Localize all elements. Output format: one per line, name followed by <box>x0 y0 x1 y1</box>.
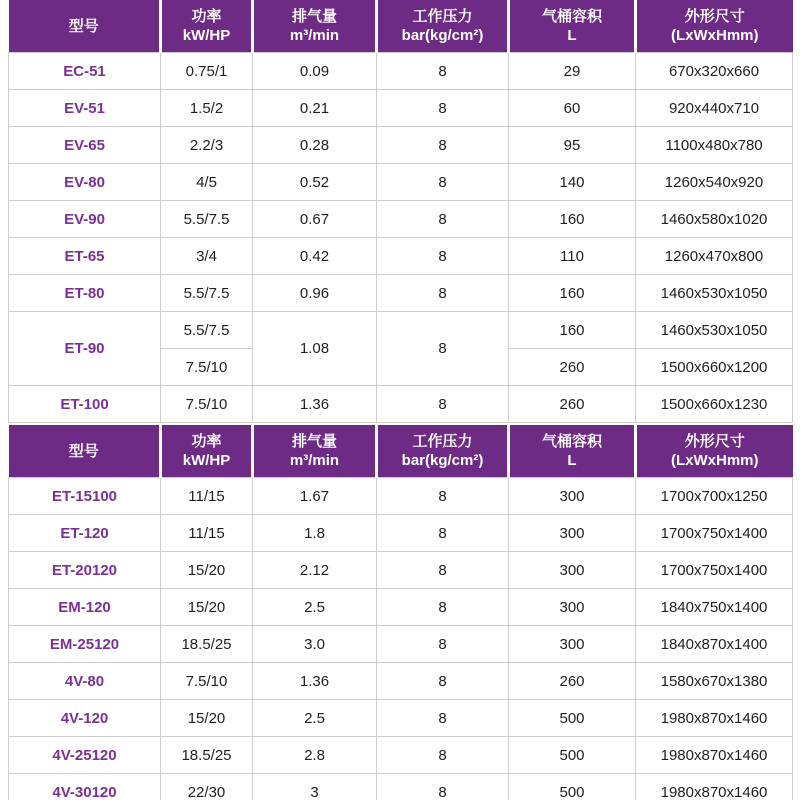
cell-dimensions: 1460x530x1050 <box>636 275 793 312</box>
spec-table-section-1 <box>8 0 793 423</box>
cell-dimensions: 1980x870x1460 <box>636 774 793 800</box>
cell-pressure: 8 <box>377 700 509 737</box>
cell-pressure: 8 <box>377 626 509 663</box>
header-cell-model <box>9 425 161 478</box>
cell-dimensions: 1840x750x1400 <box>636 589 793 626</box>
table-row <box>9 127 793 164</box>
header-unit: bar(kg/cm²) <box>401 452 484 469</box>
cell-power: 5.5/7.5 <box>161 312 253 349</box>
cell-model: EM-120 <box>9 589 161 626</box>
cell-dimensions: 670x320x660 <box>636 53 793 90</box>
header-cell-pressure <box>377 425 509 478</box>
header-unit: kW/HP <box>182 452 231 469</box>
header-title: 功率 <box>191 8 222 25</box>
cell-model: ET-80 <box>9 275 161 312</box>
header-title: 气桶容积 <box>541 8 602 25</box>
cell-pressure: 8 <box>377 386 509 423</box>
table-row <box>9 53 793 90</box>
cell-tank: 300 <box>509 478 636 515</box>
cell-dimensions: 1840x870x1400 <box>636 626 793 663</box>
cell-displacement: 0.52 <box>253 164 377 201</box>
cell-model: ET-65 <box>9 238 161 275</box>
cell-model: EV-51 <box>9 90 161 127</box>
cell-pressure: 8 <box>377 53 509 90</box>
cell-dimensions: 920x440x710 <box>636 90 793 127</box>
header-cell-tank <box>509 425 636 478</box>
cell-power: 5.5/7.5 <box>161 201 253 238</box>
cell-model: ET-120 <box>9 515 161 552</box>
cell-power: 5.5/7.5 <box>161 275 253 312</box>
cell-power: 7.5/10 <box>161 386 253 423</box>
cell-power: 15/20 <box>161 552 253 589</box>
cell-power: 15/20 <box>161 589 253 626</box>
table-row <box>9 700 793 737</box>
cell-displacement: 0.21 <box>253 90 377 127</box>
header-unit: kW/HP <box>182 27 231 44</box>
table-header-row <box>9 0 793 53</box>
header-unit: m³/min <box>289 27 340 44</box>
cell-dimensions: 1260x540x920 <box>636 164 793 201</box>
cell-model: 4V-25120 <box>9 737 161 774</box>
cell-tank: 29 <box>509 53 636 90</box>
header-cell-power <box>161 0 253 53</box>
cell-power: 1.5/2 <box>161 90 253 127</box>
cell-displacement: 2.8 <box>253 737 377 774</box>
cell-pressure: 8 <box>377 589 509 626</box>
table-row <box>9 589 793 626</box>
cell-tank: 60 <box>509 90 636 127</box>
header-cell-dimensions <box>636 0 793 53</box>
cell-power: 11/15 <box>161 515 253 552</box>
cell-tank: 500 <box>509 700 636 737</box>
cell-displacement: 0.09 <box>253 53 377 90</box>
header-cell-displacement <box>253 0 377 53</box>
table-row <box>9 201 793 238</box>
cell-model: ET-15100 <box>9 478 161 515</box>
cell-model: ET-100 <box>9 386 161 423</box>
cell-displacement: 1.36 <box>253 663 377 700</box>
cell-model: EV-65 <box>9 127 161 164</box>
cell-tank: 110 <box>509 238 636 275</box>
table-row <box>9 478 793 515</box>
table-row <box>9 238 793 275</box>
cell-model: EV-80 <box>9 164 161 201</box>
cell-model: 4V-120 <box>9 700 161 737</box>
cell-model: EC-51 <box>9 53 161 90</box>
header-cell-model <box>9 0 161 53</box>
header-title: 排气量 <box>291 8 337 25</box>
table-row-merged-top <box>9 312 793 349</box>
cell-dimensions: 1580x670x1380 <box>636 663 793 700</box>
header-unit: (LxWxHmm) <box>670 452 759 469</box>
header-cell-pressure <box>377 0 509 53</box>
header-title: 外形尺寸 <box>684 433 745 450</box>
cell-power: 7.5/10 <box>161 663 253 700</box>
cell-dimensions: 1980x870x1460 <box>636 737 793 774</box>
cell-displacement: 2.12 <box>253 552 377 589</box>
cell-tank: 260 <box>509 349 636 386</box>
table-row <box>9 663 793 700</box>
cell-power: 3/4 <box>161 238 253 275</box>
cell-dimensions: 1500x660x1230 <box>636 386 793 423</box>
cell-displacement: 0.28 <box>253 127 377 164</box>
table-header-row <box>9 425 793 478</box>
cell-power: 2.2/3 <box>161 127 253 164</box>
cell-pressure: 8 <box>377 312 509 386</box>
cell-model: 4V-30120 <box>9 774 161 800</box>
cell-model: ET-20120 <box>9 552 161 589</box>
cell-power: 7.5/10 <box>161 349 253 386</box>
cell-displacement: 0.96 <box>253 275 377 312</box>
cell-pressure: 8 <box>377 90 509 127</box>
header-title: 型号 <box>68 442 99 460</box>
cell-dimensions: 1260x470x800 <box>636 238 793 275</box>
cell-displacement: 3.0 <box>253 626 377 663</box>
cell-dimensions: 1460x530x1050 <box>636 312 793 349</box>
cell-tank: 300 <box>509 552 636 589</box>
cell-pressure: 8 <box>377 552 509 589</box>
cell-model: EM-25120 <box>9 626 161 663</box>
header-unit: L <box>567 452 577 469</box>
cell-power: 22/30 <box>161 774 253 800</box>
header-unit: (LxWxHmm) <box>670 27 759 44</box>
cell-pressure: 8 <box>377 663 509 700</box>
cell-tank: 95 <box>509 127 636 164</box>
cell-pressure: 8 <box>377 478 509 515</box>
cell-power: 18.5/25 <box>161 626 253 663</box>
cell-tank: 500 <box>509 737 636 774</box>
cell-tank: 140 <box>509 164 636 201</box>
cell-power: 18.5/25 <box>161 737 253 774</box>
table-row <box>9 737 793 774</box>
header-title: 功率 <box>191 433 222 450</box>
cell-tank: 260 <box>509 663 636 700</box>
cell-model: ET-90 <box>9 312 161 386</box>
cell-pressure: 8 <box>377 127 509 164</box>
cell-power: 4/5 <box>161 164 253 201</box>
cell-power: 0.75/1 <box>161 53 253 90</box>
cell-pressure: 8 <box>377 774 509 800</box>
cell-tank: 260 <box>509 386 636 423</box>
table-row <box>9 90 793 127</box>
cell-displacement: 3 <box>253 774 377 800</box>
cell-displacement: 1.8 <box>253 515 377 552</box>
cell-pressure: 8 <box>377 515 509 552</box>
cell-pressure: 8 <box>377 737 509 774</box>
header-unit: bar(kg/cm²) <box>401 27 484 44</box>
cell-power: 15/20 <box>161 700 253 737</box>
spec-table-section-2 <box>8 425 793 800</box>
header-cell-tank <box>509 0 636 53</box>
cell-tank: 300 <box>509 626 636 663</box>
cell-displacement: 0.67 <box>253 201 377 238</box>
header-title: 气桶容积 <box>541 433 602 450</box>
table-row <box>9 386 793 423</box>
cell-pressure: 8 <box>377 164 509 201</box>
header-title: 型号 <box>68 17 99 35</box>
cell-dimensions: 1700x750x1400 <box>636 552 793 589</box>
table-row <box>9 275 793 312</box>
cell-tank: 160 <box>509 201 636 238</box>
cell-displacement: 1.67 <box>253 478 377 515</box>
cell-tank: 300 <box>509 515 636 552</box>
cell-dimensions: 1460x580x1020 <box>636 201 793 238</box>
cell-pressure: 8 <box>377 238 509 275</box>
table-row <box>9 164 793 201</box>
table-row <box>9 515 793 552</box>
cell-dimensions: 1700x700x1250 <box>636 478 793 515</box>
cell-displacement: 2.5 <box>253 700 377 737</box>
table-row <box>9 626 793 663</box>
table-row <box>9 552 793 589</box>
cell-model: 4V-80 <box>9 663 161 700</box>
cell-tank: 160 <box>509 312 636 349</box>
cell-model: EV-90 <box>9 201 161 238</box>
cell-displacement: 0.42 <box>253 238 377 275</box>
header-title: 工作压力 <box>412 433 473 450</box>
header-unit: L <box>567 27 577 44</box>
cell-tank: 500 <box>509 774 636 800</box>
cell-dimensions: 1700x750x1400 <box>636 515 793 552</box>
cell-displacement: 1.36 <box>253 386 377 423</box>
header-cell-dimensions <box>636 425 793 478</box>
cell-dimensions: 1980x870x1460 <box>636 700 793 737</box>
cell-displacement: 1.08 <box>253 312 377 386</box>
cell-power: 11/15 <box>161 478 253 515</box>
header-title: 外形尺寸 <box>684 8 745 25</box>
cell-tank: 300 <box>509 589 636 626</box>
header-title: 工作压力 <box>412 8 473 25</box>
header-cell-displacement <box>253 425 377 478</box>
cell-pressure: 8 <box>377 275 509 312</box>
header-unit: m³/min <box>289 452 340 469</box>
cell-tank: 160 <box>509 275 636 312</box>
cell-dimensions: 1500x660x1200 <box>636 349 793 386</box>
cell-dimensions: 1100x480x780 <box>636 127 793 164</box>
header-cell-power <box>161 425 253 478</box>
cell-pressure: 8 <box>377 201 509 238</box>
table-row <box>9 774 793 800</box>
header-title: 排气量 <box>291 433 337 450</box>
cell-displacement: 2.5 <box>253 589 377 626</box>
